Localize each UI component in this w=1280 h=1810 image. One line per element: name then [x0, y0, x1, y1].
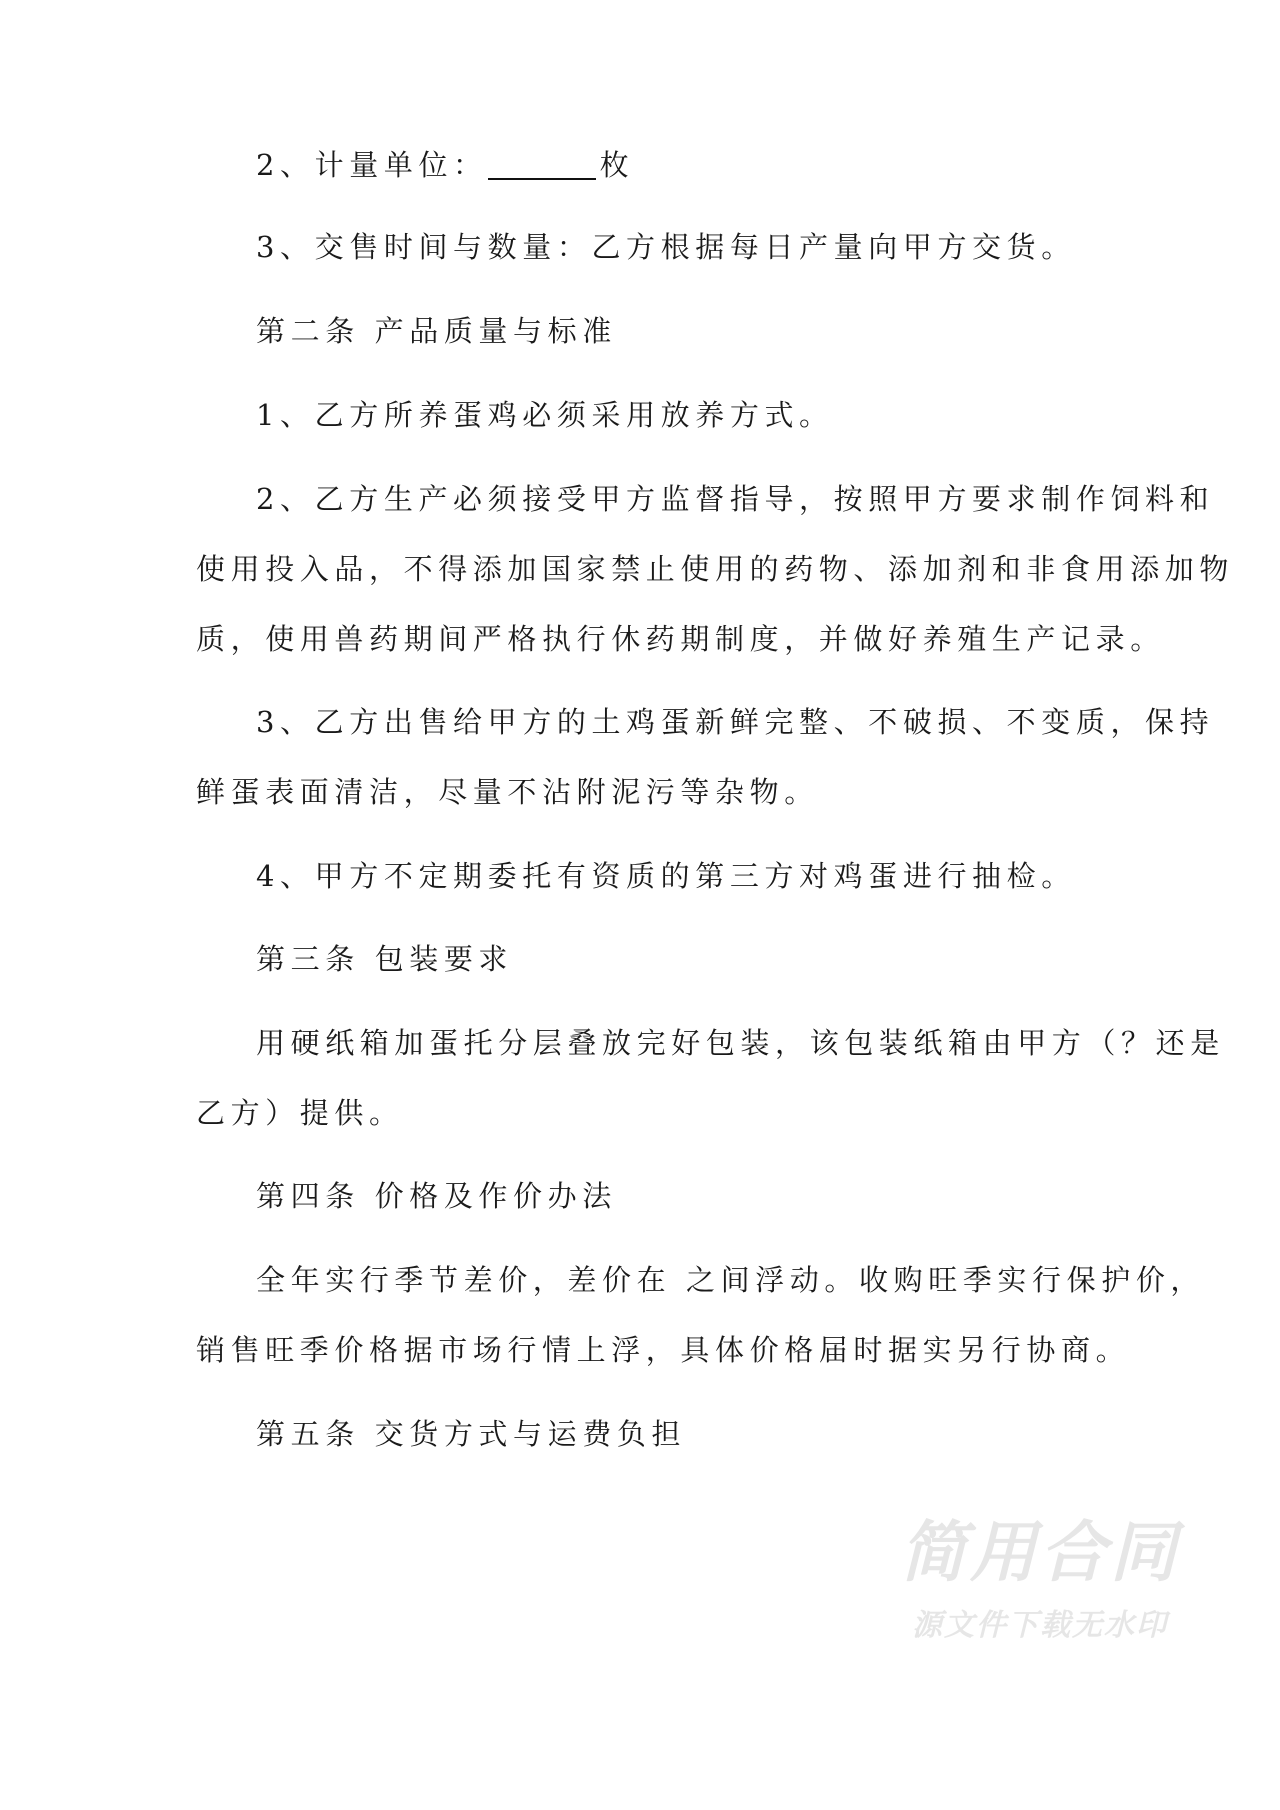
fill-in-blank[interactable] — [488, 150, 596, 180]
measurement-unit-line — [256, 150, 634, 180]
paragraph-line: 4、甲方不定期委托有资质的第三方对鸡蛋进行抽检。 — [256, 859, 1076, 893]
paragraph-line: 鲜蛋表面清洁，尽量不沾附泥污等杂物。 — [196, 775, 819, 809]
paragraph-line: 使用投入品，不得添加国家禁止使用的药物、添加剂和非食用添加物 — [196, 552, 1235, 586]
section-heading: 第四条 价格及作价办法 — [256, 1179, 617, 1213]
section-heading: 第五条 交货方式与运费负担 — [256, 1417, 687, 1451]
paragraph-line: 质，使用兽药期间严格执行休药期制度，并做好养殖生产记录。 — [196, 622, 1165, 656]
section-heading: 第三条 包装要求 — [256, 942, 514, 976]
measurement-unit-label: 2、计量单位： — [256, 148, 488, 182]
paragraph-line: 1、乙方所养蛋鸡必须采用放养方式。 — [256, 398, 834, 432]
paragraph-line: 销售旺季价格据市场行情上浮，具体价格届时据实另行协商。 — [196, 1333, 1131, 1367]
paragraph-line: 3、交售时间与数量：乙方根据每日产量向甲方交货。 — [256, 230, 1076, 264]
paragraph-line: 2、乙方生产必须接受甲方监督指导，按照甲方要求制作饲料和 — [256, 482, 1215, 516]
watermark — [880, 1514, 1200, 1644]
measurement-unit-suffix: 枚 — [599, 148, 635, 182]
paragraph-line: 用硬纸箱加蛋托分层叠放完好包装，该包装纸箱由甲方（？还是 — [256, 1026, 1225, 1060]
paragraph-line: 全年实行季节差价，差价在 之间浮动。收购旺季实行保护价， — [256, 1263, 1206, 1297]
watermark-subtitle: 源文件下载无水印 — [912, 1608, 1168, 1643]
paragraph-line: 乙方）提供。 — [196, 1096, 404, 1130]
section-heading: 第二条 产品质量与标准 — [256, 314, 617, 348]
watermark-title: 简用合同 — [900, 1514, 1180, 1591]
paragraph-line: 3、乙方出售给甲方的土鸡蛋新鲜完整、不破损、不变质，保持 — [256, 705, 1215, 739]
